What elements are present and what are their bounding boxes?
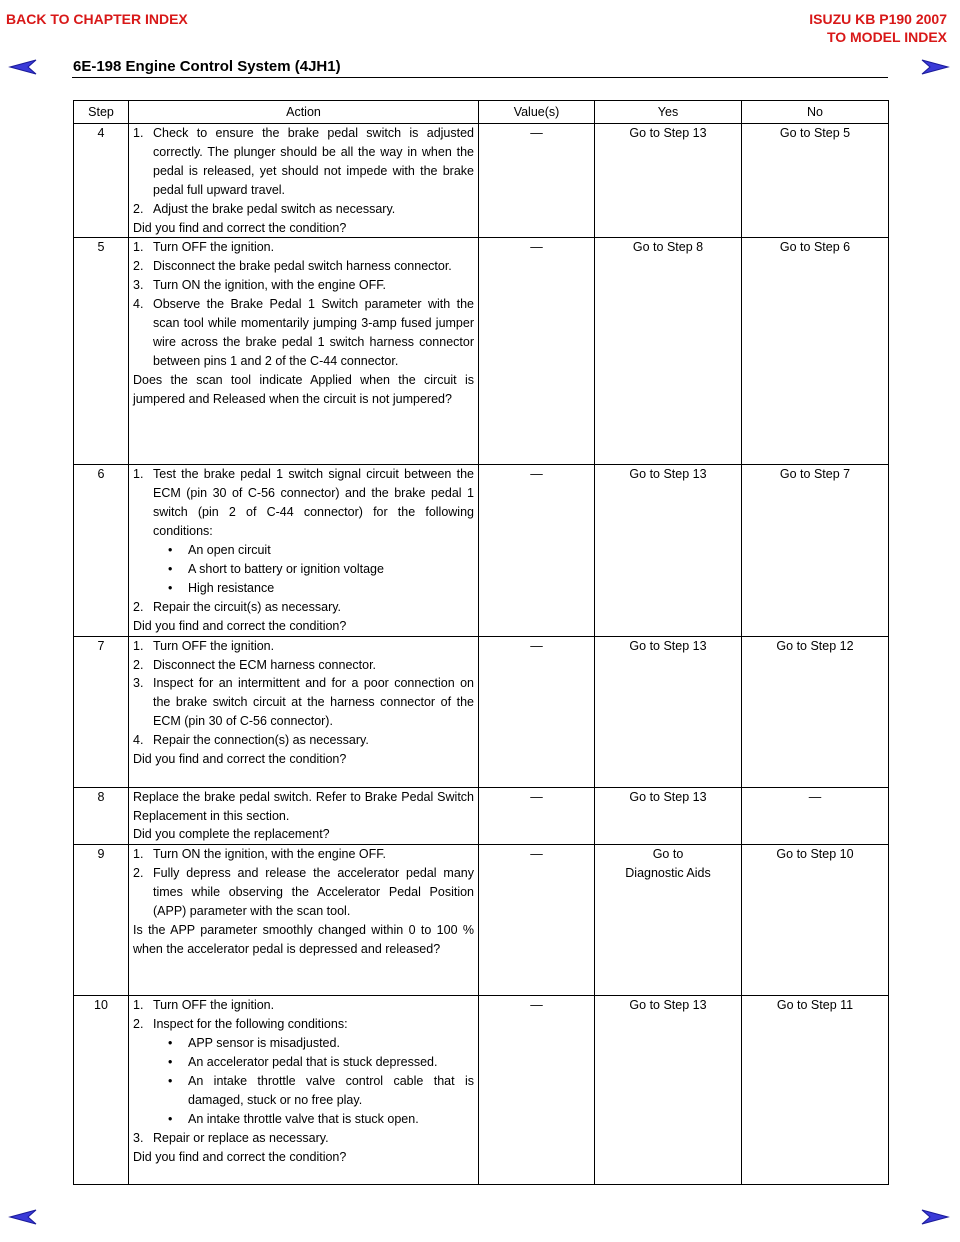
prev-page-icon[interactable]	[8, 58, 38, 76]
model-title-link[interactable]: ISUZU KB P190 2007	[809, 11, 947, 27]
no-value: —	[742, 787, 889, 845]
action-item: 1. Turn OFF the ignition.	[133, 240, 275, 255]
bullet-item: • An open circuit	[168, 543, 271, 558]
action-item: 1. Turn ON the ignition, with the engine OFF.	[133, 847, 386, 862]
step-number: 8	[74, 787, 129, 845]
step-number: 5	[74, 238, 129, 465]
header-action: Action	[129, 101, 479, 124]
value-cell	[479, 465, 595, 636]
bullet-item: • An intake throttle valve control cable that is damaged, stuck or no free play.	[168, 1073, 474, 1107]
header-yes: Yes	[595, 101, 742, 124]
action-item: 2. Repair the circuit(s) as necessary.	[133, 599, 342, 614]
no-link[interactable]: Go to Step 11	[742, 996, 889, 1185]
header-step: Step	[74, 101, 129, 124]
action-text: Replace the brake pedal switch. Refer to Brake Pedal Switch Replacement in this section.	[133, 789, 474, 823]
action-item: 1. Check to ensure the brake pedal switch is adjusted correctly. The plunger should be all the way in when the pedal is released, yet should not impede with the brake pedal full upward travel.	[133, 126, 474, 197]
dash: —	[530, 998, 543, 1013]
action-item: 3. Inspect for an intermittent and for a poor connection on the brake switch circuit at the harness connector of the ECM (pin 30 of C-56 connector).	[133, 676, 474, 729]
table-row-step-7	[74, 636, 889, 787]
table-row-step-6	[74, 465, 889, 636]
yes-link[interactable]: Go to Step 13	[595, 636, 742, 787]
value-cell	[479, 124, 595, 238]
dash: —	[530, 847, 543, 862]
action-item: 1. Turn OFF the ignition.	[133, 638, 275, 653]
table-row-step-5	[74, 238, 889, 465]
action-item: 2. Disconnect the ECM harness connector.	[133, 657, 377, 672]
no-link[interactable]: Go to Step 10	[742, 845, 889, 996]
action-question: Did you find and correct the condition?	[133, 752, 347, 767]
yes-link[interactable]: Go to Step 8	[595, 238, 742, 465]
no-link[interactable]: Go to Step 6	[742, 238, 889, 465]
step-number: 6	[74, 465, 129, 636]
action-cell	[129, 238, 479, 465]
value-cell	[479, 238, 595, 465]
table-header-row	[74, 101, 889, 124]
action-question: Did you find and correct the condition?	[133, 1149, 347, 1164]
action-cell	[129, 787, 479, 845]
step-number: 10	[74, 996, 129, 1185]
action-item: 1. Test the brake pedal 1 switch signal circuit between the ECM (pin 30 of C-56 connector) and the brake pedal 1 switch (pin 2 of C-44 connector) for the following conditions:	[133, 467, 474, 539]
no-link[interactable]: Go to Step 12	[742, 636, 889, 787]
dash: —	[530, 126, 543, 140]
step-number: 7	[74, 636, 129, 787]
value-cell	[479, 996, 595, 1185]
table-row-step-8	[74, 787, 889, 845]
dash: —	[530, 467, 543, 482]
value-cell	[479, 787, 595, 845]
action-question: Is the APP parameter smoothly changed within 0 to 100 % when the accelerator pedal is depressed and released?	[133, 922, 474, 956]
table-row-step-4	[74, 124, 889, 238]
action-cell	[129, 996, 479, 1185]
yes-link[interactable]: Go to Step 13	[595, 787, 742, 845]
action-item: 2. Inspect for the following conditions:	[133, 1017, 348, 1032]
action-item: 4. Observe the Brake Pedal 1 Switch parameter with the scan tool while momentarily jumping 3-amp fused jumper wire across the brake pedal 1 switch harness connector between pins 1 and 2 of the C-44 connector.	[133, 297, 474, 368]
action-item: 2. Adjust the brake pedal switch as necessary.	[133, 201, 396, 216]
action-question: Did you find and correct the condition?	[133, 220, 347, 235]
action-cell	[129, 124, 479, 238]
dash: —	[530, 789, 543, 804]
header-rule	[72, 77, 888, 78]
header-values: Value(s)	[479, 101, 595, 124]
action-cell	[129, 845, 479, 996]
yes-link[interactable]: Go to Step 13	[595, 124, 742, 238]
action-item: 3. Repair or replace as necessary.	[133, 1130, 329, 1145]
action-question: Did you find and correct the condition?	[133, 618, 347, 633]
no-link[interactable]: Go to Step 5	[742, 124, 889, 238]
dash: —	[530, 240, 543, 255]
header-no: No	[742, 101, 889, 124]
bullet-item: • An accelerator pedal that is stuck depressed.	[168, 1055, 438, 1070]
yes-link[interactable]: Go to Step 13	[595, 996, 742, 1185]
action-cell	[129, 465, 479, 636]
action-item: 4. Repair the connection(s) as necessary.	[133, 733, 369, 748]
value-cell	[479, 636, 595, 787]
bullet-item: • An intake throttle valve that is stuck open.	[168, 1111, 419, 1126]
next-page-icon[interactable]	[920, 1208, 950, 1226]
action-item: 2. Disconnect the brake pedal switch harness connector.	[133, 259, 452, 274]
bullet-item: • A short to battery or ignition voltage	[168, 561, 384, 576]
yes-link[interactable]: Go to Diagnostic Aids	[595, 845, 742, 996]
action-item: 3. Turn ON the ignition, with the engine OFF.	[133, 278, 386, 293]
bullet-item: • APP sensor is misadjusted.	[168, 1036, 340, 1051]
bullet-item: • High resistance	[168, 580, 275, 595]
step-number: 4	[74, 124, 129, 238]
dash: —	[530, 638, 543, 653]
table-row-step-10	[74, 996, 889, 1185]
diagnostic-table	[73, 100, 889, 1185]
prev-page-icon[interactable]	[8, 1208, 38, 1226]
action-cell	[129, 636, 479, 787]
to-model-index-link[interactable]: TO MODEL INDEX	[826, 29, 947, 45]
action-item: 1. Turn OFF the ignition.	[133, 998, 275, 1013]
action-question: Did you complete the replacement?	[133, 827, 330, 842]
table-row-step-9	[74, 845, 889, 996]
action-question: Does the scan tool indicate Applied when the circuit is jumpered and Released when the circuit is not jumpered?	[133, 372, 474, 406]
step-number: 9	[74, 845, 129, 996]
back-to-chapter-index-link[interactable]: BACK TO CHAPTER INDEX	[6, 11, 188, 27]
yes-link[interactable]: Go to Step 13	[595, 465, 742, 636]
value-cell	[479, 845, 595, 996]
next-page-icon[interactable]	[920, 58, 950, 76]
no-link[interactable]: Go to Step 7	[742, 465, 889, 636]
page-header: 6E-198 Engine Control System (4JH1)	[73, 58, 341, 75]
action-item: 2. Fully depress and release the accelerator pedal many times while observing the Accelerator Pedal Position (APP) parameter with the scan tool.	[133, 866, 474, 919]
